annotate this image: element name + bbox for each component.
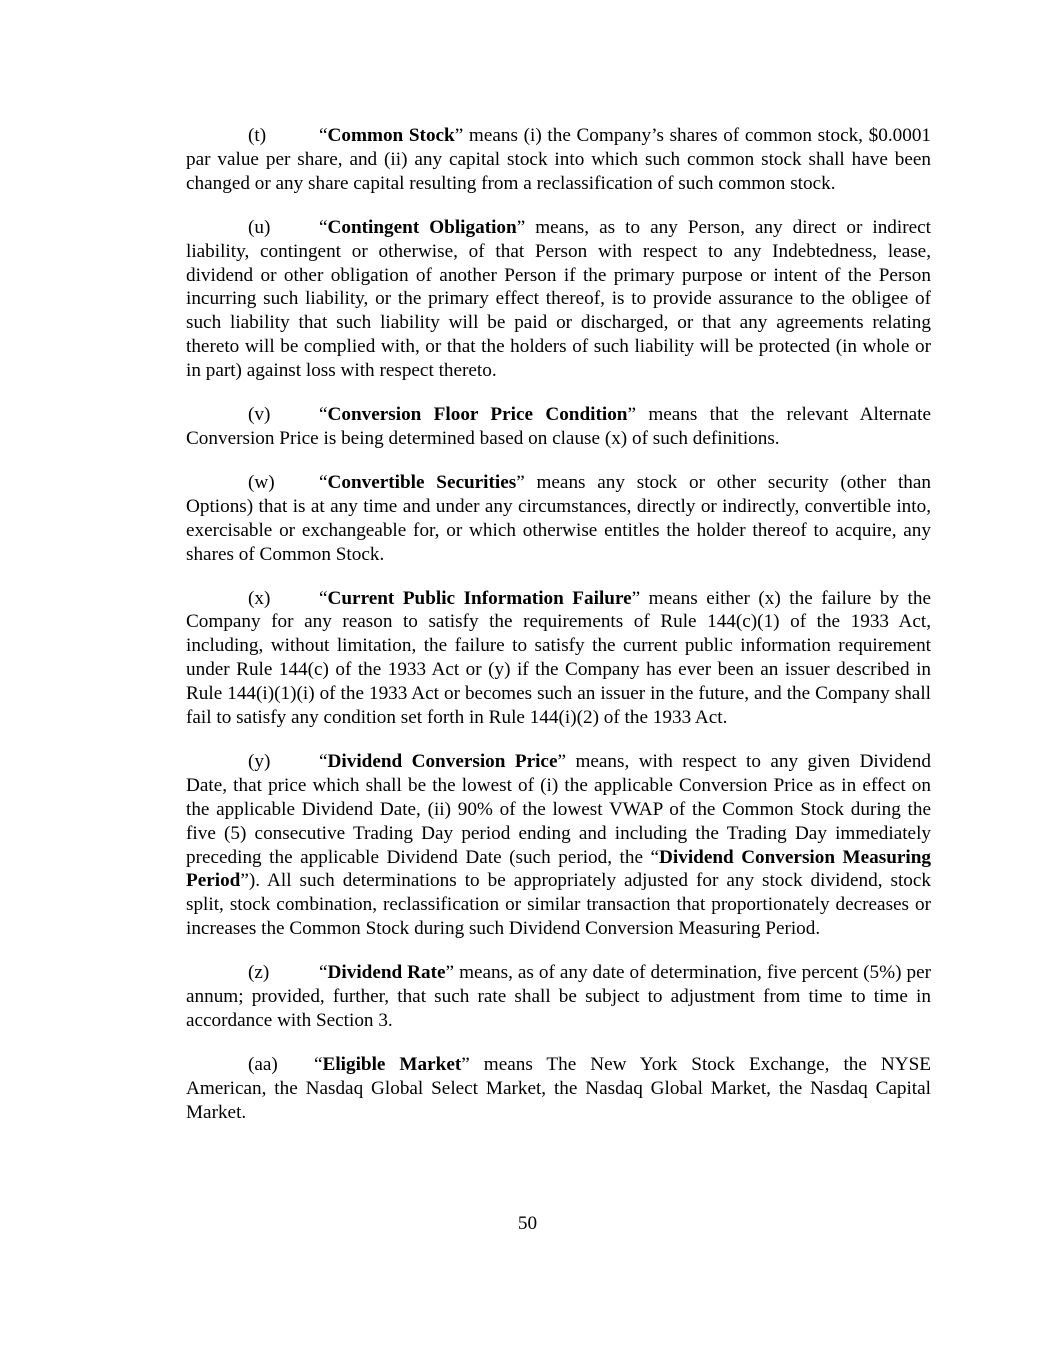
definition-z: (z) “Dividend Rate” means, as of any date of determination, five percent (5%) per annum; provided, further, that such rate shall be subject to adjustment from time to time in accordance with Section 3. (186, 962, 931, 1031)
definition-text: means The New York Stock Exchange, the NYSE American, the Nasdaq Global Select Market, the Nasdaq Global Market, the Nasdaq Capital Market. (186, 1053, 931, 1123)
defined-term: Eligible Market (322, 1053, 462, 1075)
definition-text: means either (x) the failure by the Company for any reason to satisfy the requirements of Rule 144(c)(1) of the 1933 Act, including, without limitation, the failure to satisfy the current public information requirement under Rule 144(c) of the 1933 Act or (y) if the Company has ever been an issuer described in Rule 144(i)(1)(i) of the 1933 Act or becomes such an issuer in the future, and the Company shall fail to satisfy any condition set forth in Rule 144(i)(2) of the 1933 Act. (186, 587, 931, 729)
clause-number: (w) (248, 471, 275, 493)
definition-x: (x) “Current Public Information Failure” means either (x) the failure by the Company for any reason to satisfy the requirements of Rule 144(c)(1) of the 1933 Act, including, without limitation, the failure to satisfy the current public information requirement under Rule 144(c) of the 1933 Act or (y) if the Company has ever been an issuer described in Rule 144(i)(1)(i) of the 1933 Act or becomes such an issuer in the future, and the Company shall fail to satisfy any condition set forth in Rule 144(i)(2) of the 1933 Act. (186, 587, 931, 729)
defined-term: Contingent Obligation (327, 216, 517, 238)
clause-number: (aa) (248, 1053, 278, 1075)
clause-number: (x) (248, 587, 271, 609)
defined-term: Conversion Floor Price Condition (327, 404, 628, 426)
definition-u: (u) “Contingent Obligation” means, as to any Person, any direct or indirect liability, contingent or otherwise, of that Person with respect to any Indebtedness, lease, dividend or other obligation of another Person if the primary purpose or intent of the Person incurring such liability, or the primary effect thereof, is to provide assurance to the obligee of such liability that such liability will be paid or discharged, or that any agreements relating thereto will be complied with, or that the holders of such liability will be protected (in whole or in part) against loss with respect thereto. (186, 216, 931, 382)
defined-term: Dividend Rate (327, 962, 446, 984)
definition-text: means that the relevant Alternate Conversion Price is being determined based on clause (x) of such definitions. (186, 404, 932, 449)
defined-term: Common Stock (327, 125, 455, 146)
defined-term: Convertible Securities (327, 471, 517, 493)
definition-t: (t) “Common Stock” means (i) the Company’s shares of common stock, $0.0001 par value per share, and (ii) any capital stock into which such common stock shall have been changed or any share capital resulting from a reclassification of such common stock. (186, 125, 932, 194)
definition-v: (v) “Conversion Floor Price Condition” means that the relevant Alternate Conversion Price is being determined based on clause (x) of such definitions. (186, 404, 932, 449)
definition-text-after: ”). All such determinations to be appropriately adjusted for any stock dividend, stock split, stock combination, reclassification or similar transaction that proportionately decreases or increases the Common Stock during such Dividend Conversion Measuring Period. (186, 870, 931, 940)
clause-number: (y) (248, 750, 271, 772)
definition-w: (w) “Convertible Securities” means any stock or other security (other than Options) that is at any time and under any circumstances, directly or indirectly, convertible into, exercisable or exchangeable for, or which otherwise entitles the holder thereof to acquire, any shares of Common Stock. (186, 471, 931, 565)
definition-text: means any stock or other security (other than Options) that is at any time and under any circumstances, directly or indirectly, convertible into, exercisable or exchangeable for, or which otherwise entitles the holder thereof to acquire, any shares of Common Stock. (186, 471, 931, 565)
definition-text: means, as of any date of determination, five percent (5%) per annum; provided, further, that such rate shall be subject to adjustment from time to time in accordance with Section 3. (186, 962, 931, 1031)
defined-term: Current Public Information Failure (327, 587, 632, 609)
clause-number: (u) (248, 216, 271, 238)
definition-y: (y) “Dividend Conversion Price” means, with respect to any given Dividend Date, that price which shall be the lowest of (i) the applicable Conversion Price as in effect on the applicable Dividend Date, (ii) 90% of the lowest VWAP of the Common Stock during the five (5) consecutive Trading Day period ending and including the Trading Day immediately preceding the applicable Dividend Date (such period, the “Dividend Conversion Measuring Period”). All such determinations to be appropriately adjusted for any stock dividend, stock split, stock combination, reclassification or similar transaction that proportionately decreases or increases the Common Stock during such Dividend Conversion Measuring Period. (186, 750, 931, 940)
clause-number: (v) (248, 404, 271, 426)
definition-text: means, with respect to any given Dividend Date, that price which shall be the lowest of (i) the applicable Conversion Price as in effect on the applicable Dividend Date, (ii) 90% of the lowest VWAP of the Common Stock during the five (5) consecutive Trading Day period ending and including the Trading Day immediately preceding the applicable Dividend Date (such period, the “ (186, 750, 931, 868)
definition-text: means (i) the Company’s shares of common stock, $0.0001 par value per share, and (ii) any capital stock into which such common stock shall have been changed or any share capital resulting from a reclassification of such common stock. (186, 125, 932, 194)
defined-term-inner: Dividend Conversion Measuring Period (186, 846, 931, 892)
definition-text: means, as to any Person, any direct or indirect liability, contingent or otherwise, of that Person with respect to any Indebtedness, lease, dividend or other obligation of another Person if the primary purpose or intent of the Person incurring such liability, or the primary effect thereof, is to provide assurance to the obligee of such liability that such liability will be paid or discharged, or that any agreements relating thereto will be complied with, or that the holders of such liability will be protected (in whole or in part) against loss with respect thereto. (186, 216, 931, 382)
clause-number: (t) (248, 125, 267, 146)
defined-term: Dividend Conversion Price (327, 750, 558, 772)
clause-number: (z) (248, 962, 270, 984)
page-number: 50 (517, 1213, 538, 1234)
document-page (186, 124, 931, 1145)
definition-aa: (aa) “Eligible Market” means The New York Stock Exchange, the NYSE American, the Nasdaq Global Select Market, the Nasdaq Global Market, the Nasdaq Capital Market. (186, 1053, 931, 1123)
